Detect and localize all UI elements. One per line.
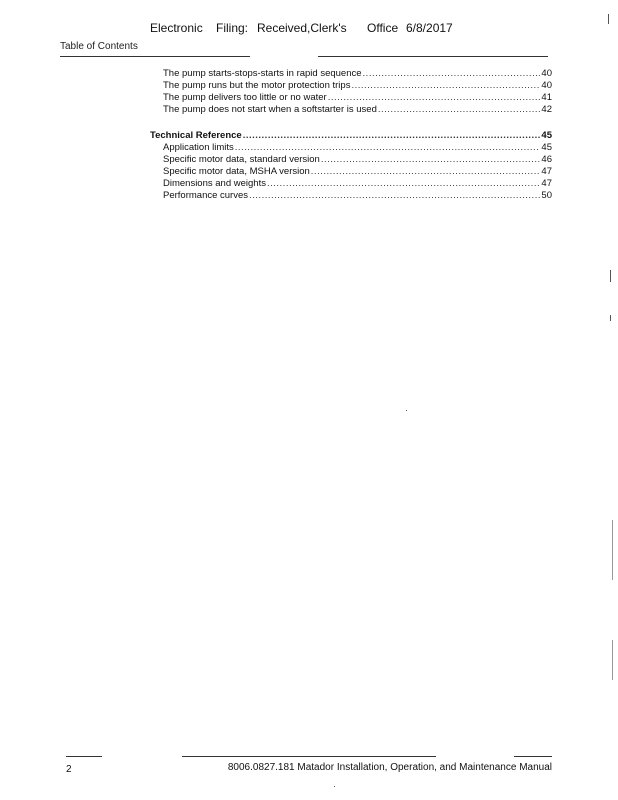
toc-heading-title: Technical Reference [150,130,242,141]
toc-entry-title: Dimensions and weights [163,178,266,189]
toc-group-troubleshooting [150,68,552,116]
toc-entry-title: The pump starts-stops-starts in rapid sequence [163,68,362,79]
toc-entry-title: Specific motor data, MSHA version [163,166,310,177]
toc-leader [328,92,541,104]
toc-entry-page: 40 [541,80,552,91]
footer-rule [182,756,436,757]
footer-manual-title: 8006.0827.181 Matador Installation, Operation, and Maintenance Manual [227,762,552,773]
footer-rule [514,756,552,757]
header-rule [60,56,250,57]
toc-entry[interactable] [150,104,552,116]
toc-leader [321,154,541,166]
toc-entry-page: 46 [541,154,552,165]
stamp-word: Filing: [216,21,249,35]
toc-entry-title: The pump does not start when a softstarter is used [163,104,377,115]
toc-entry-page: 47 [541,178,552,189]
toc-entry[interactable] [150,142,552,154]
scan-speck [608,14,609,24]
scan-speck [610,270,611,282]
toc-leader [249,190,540,202]
toc-entry-title: Application limits [163,142,234,153]
footer-rule [66,756,102,757]
toc-entry-title: Specific motor data, standard version [163,154,320,165]
stamp-word: Received,Clerk's [257,21,347,35]
scan-speck [334,786,335,787]
toc-entry-page: 40 [541,68,552,79]
toc-leader [351,80,540,92]
running-head: Table of Contents [60,41,138,52]
toc-leader [267,178,540,190]
toc-leader [311,166,541,178]
toc-leader [243,130,541,142]
toc-group-technical-reference [150,130,552,202]
toc-entry-page: 45 [541,142,552,153]
toc-entry[interactable] [150,68,552,80]
scan-speck [612,520,613,580]
scan-speck [406,410,407,411]
toc-section-heading[interactable] [150,130,552,142]
toc-entry-title: Performance curves [163,190,249,201]
toc-entry[interactable] [150,190,552,202]
toc-leader [378,104,541,116]
toc-heading-page: 45 [541,130,552,141]
footer-page-number: 2 [66,764,72,775]
toc-entry-title: The pump delivers too little or no water [163,92,327,103]
scan-speck [612,640,613,680]
toc-entry-title: The pump runs but the motor protection trips [163,80,351,91]
toc-entry-page: 47 [541,166,552,177]
toc-entry-page: 42 [541,104,552,115]
toc-entry[interactable] [150,92,552,104]
toc-entry[interactable] [150,166,552,178]
header-rule [318,56,548,57]
stamp-word: Electronic [150,21,203,35]
stamp-word: Office [367,21,399,35]
scan-speck [610,315,611,321]
toc-entry[interactable] [150,154,552,166]
toc-leader [235,142,541,154]
toc-entry[interactable] [150,178,552,190]
stamp-word: 6/8/2017 [406,21,453,35]
toc-entry-page: 50 [541,190,552,201]
toc-entry[interactable] [150,80,552,92]
toc-leader [363,68,541,80]
toc-entry-page: 41 [541,92,552,103]
